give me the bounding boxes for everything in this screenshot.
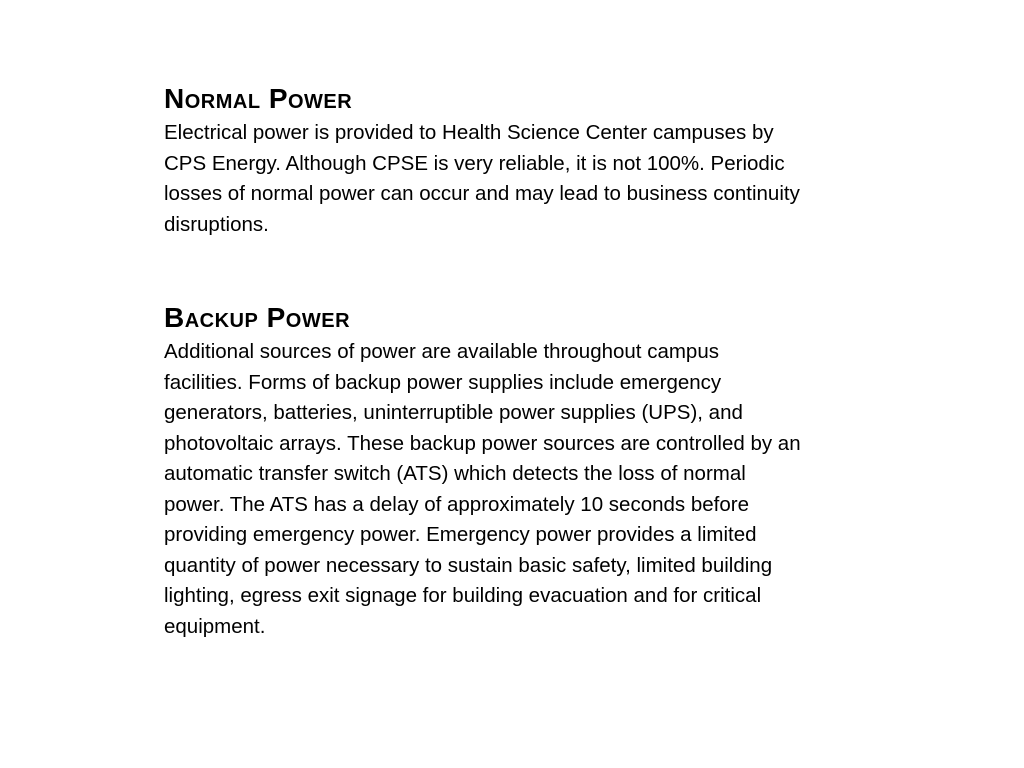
text-line: Electrical power is provided to Health Science Center campuses by <box>164 121 774 144</box>
text-line: losses of normal power can occur and may lead to business continuity <box>164 182 800 205</box>
text-line: power. The ATS has a delay of approximately 10 seconds before <box>164 492 749 516</box>
text-line: equipment. <box>164 614 266 638</box>
section-body-normal-power <box>164 118 904 240</box>
slide-content <box>164 80 904 642</box>
text-line: Additional sources of power are available throughout campus <box>164 340 719 363</box>
text-line: CPS Energy. Although CPSE is very reliable, it is not 100%. Periodic <box>164 151 785 175</box>
text-line: disruptions. <box>164 212 269 236</box>
section-body-backup-power <box>164 337 904 642</box>
text-line: photovoltaic arrays. These backup power sources are controlled by an <box>164 431 801 455</box>
text-line: facilities. Forms of backup power supplies include emergency <box>164 370 722 394</box>
text-line: generators, batteries, uninterruptible power supplies (UPS), and <box>164 401 743 424</box>
section-spacer <box>164 240 904 299</box>
text-line: quantity of power necessary to sustain basic safety, limited building <box>164 553 773 577</box>
text-line: automatic transfer switch (ATS) which detects the loss of normal <box>164 462 746 485</box>
text-line: lighting, egress exit signage for building evacuation and for critical <box>164 584 762 607</box>
text-line: providing emergency power. Emergency power provides a limited <box>164 523 757 546</box>
section-title-normal-power: Normal Power <box>164 83 353 114</box>
section-title-backup-power: Backup Power <box>164 302 351 333</box>
section-backup-power <box>164 299 904 642</box>
section-normal-power <box>164 80 904 240</box>
